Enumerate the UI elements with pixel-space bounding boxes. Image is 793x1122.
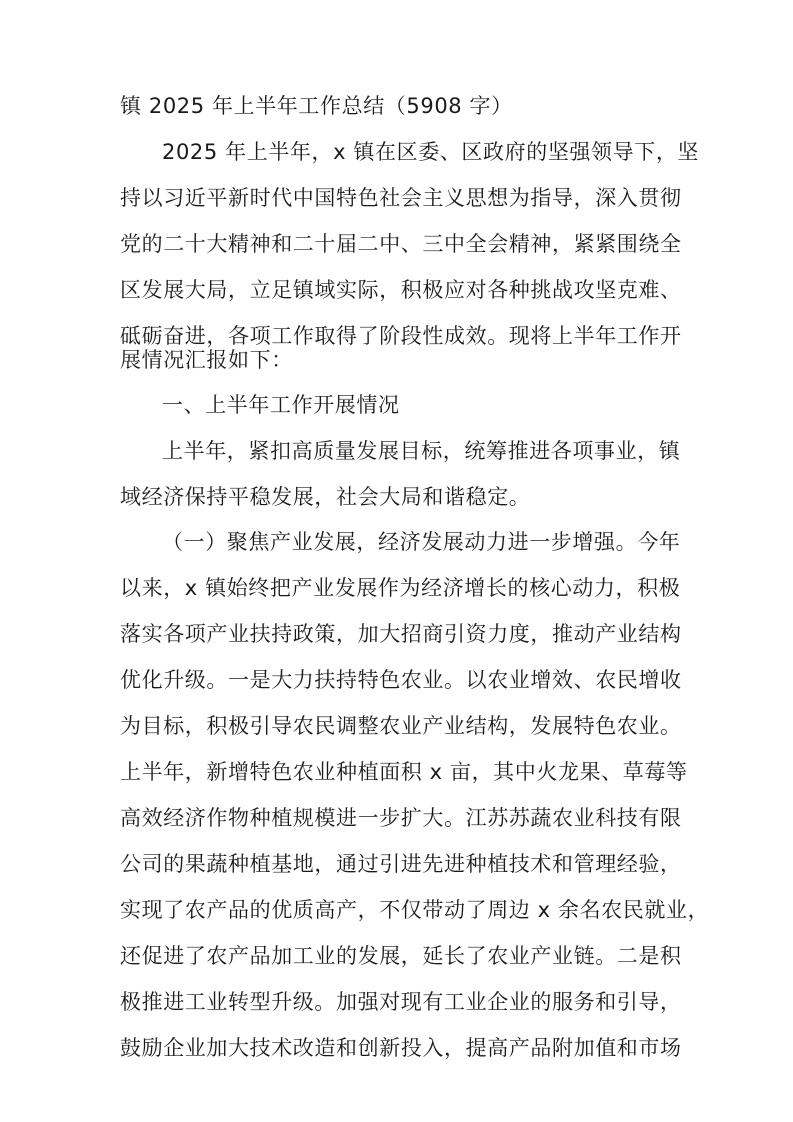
subsection-line: 还促进了农产品加工业的发展，延长了农业产业链。二是积 <box>120 944 682 968</box>
subsection-line: 实现了农产品的优质高产，不仅带动了周边 x 余名农民就业， <box>120 898 710 922</box>
subsection-line: 公司的果蔬种植基地，通过引进先进种植技术和管理经验， <box>120 852 682 876</box>
subsection-line: 优化升级。一是大力扶持特色农业。以农业增效、农民增收 <box>120 668 682 692</box>
subsection-line: （一）聚焦产业发展，经济发展动力进一步增强。今年 <box>162 530 681 554</box>
document-title: 镇 2025 年上半年工作总结（5908 字） <box>120 94 513 118</box>
section-heading: 一、上半年工作开展情况 <box>162 393 400 417</box>
section-summary-line: 域经济保持平稳发展，社会大局和谐稳定。 <box>120 485 531 509</box>
subsection-line: 落实各项产业扶持政策，加大招商引资力度，推动产业结构 <box>120 622 682 646</box>
intro-line: 2025 年上半年，x 镇在区委、区政府的坚强领导下，坚 <box>162 140 700 164</box>
subsection-line: 极推进工业转型升级。加强对现有工业企业的服务和引导， <box>120 990 682 1014</box>
subsection-line: 以来，x 镇始终把产业发展作为经济增长的核心动力，积极 <box>120 576 681 600</box>
intro-line: 党的二十大精神和二十届二中、三中全会精神，紧紧围绕全 <box>120 232 682 256</box>
subsection-line: 高效经济作物种植规模进一步扩大。江苏苏蔬农业科技有限 <box>120 806 682 830</box>
intro-line: 砥砺奋进，各项工作取得了阶段性成效。现将上半年工作开 <box>120 324 682 348</box>
section-summary-line: 上半年，紧扣高质量发展目标，统筹推进各项事业，镇 <box>162 439 681 463</box>
subsection-line: 鼓励企业加大技术改造和创新投入，提高产品附加值和市场 <box>120 1036 682 1060</box>
intro-line: 展情况汇报如下： <box>120 348 293 372</box>
subsection-line: 为目标，积极引导农民调整农业产业结构，发展特色农业。 <box>120 714 682 738</box>
intro-line: 区发展大局，立足镇域实际，积极应对各种挑战攻坚克难、 <box>120 278 682 302</box>
intro-line: 持以习近平新时代中国特色社会主义思想为指导，深入贯彻 <box>120 186 682 210</box>
subsection-line: 上半年，新增特色农业种植面积 x 亩，其中火龙果、草莓等 <box>120 760 688 784</box>
